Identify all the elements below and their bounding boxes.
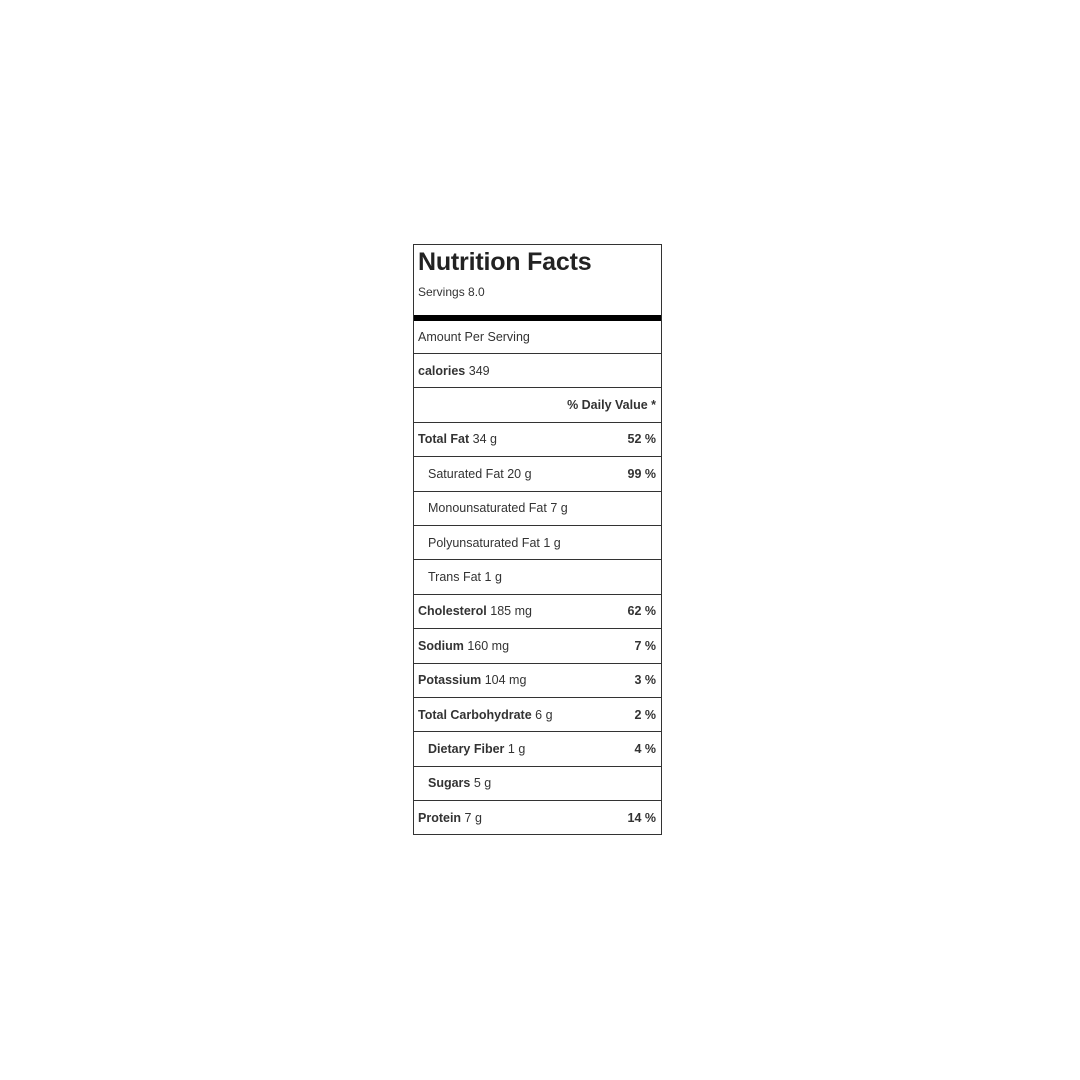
nutrient-name: Protein [418,810,462,825]
nutrient-row [414,595,661,629]
daily-value-header: % Daily Value * [567,398,656,413]
nutrient-daily-value: 62 % [627,604,656,619]
nutrient-amount: 1 g [484,570,502,585]
nutrient-row [414,629,661,663]
nutrient-name-amount [418,673,526,687]
nutrient-name-amount [428,570,502,584]
nutrient-amount: 20 g [507,466,532,481]
nutrient-name: Potassium [418,673,482,688]
nutrient-daily-value: 14 % [627,810,656,825]
daily-value-header-row [414,388,661,422]
nutrient-name-amount [428,536,561,550]
calories-value: 349 [468,363,490,378]
calories-row [414,354,661,388]
servings-text: Servings 8.0 [418,285,485,299]
nutrient-name: Trans Fat [428,570,482,585]
nutrient-name-amount [428,776,491,790]
nutrient-row [414,423,661,457]
nutrient-row [414,732,661,766]
nutrient-amount: 5 g [473,776,492,791]
nutrient-list [414,423,661,836]
nutrient-daily-value: 2 % [634,707,656,722]
nutrient-name-amount [428,467,532,481]
nutrient-daily-value: 99 % [627,466,656,481]
nutrient-amount: 7 g [464,810,482,825]
nutrient-amount: 34 g [472,432,497,447]
nutrient-name: Sugars [428,776,471,791]
nutrient-row [414,801,661,835]
nutrient-name-amount [418,639,509,653]
nutrient-name: Total Carbohydrate [418,707,532,722]
nutrient-name: Sodium [418,638,464,653]
nutrient-amount: 7 g [550,501,568,516]
nutrient-daily-value: 4 % [634,741,656,756]
nutrient-amount: 104 mg [484,673,527,688]
nutrient-name: Dietary Fiber [428,741,505,756]
nutrient-amount: 1 g [543,535,561,550]
calories-text [418,364,490,378]
nutrient-name-amount [418,432,497,446]
nutrient-row [414,664,661,698]
nutrient-name: Saturated Fat [428,466,504,481]
nutrient-name: Cholesterol [418,604,487,619]
nutrient-name-amount [418,708,553,722]
nutrient-amount: 6 g [535,707,553,722]
calories-label: calories [418,363,466,378]
nutrient-name-amount [428,501,568,515]
nutrient-daily-value: 7 % [634,638,656,653]
nutrient-row [414,560,661,594]
nutrient-daily-value: 3 % [634,673,656,688]
nutrient-name: Total Fat [418,432,470,447]
nutrient-row [414,492,661,526]
nutrient-amount: 1 g [507,741,526,756]
nutrient-name-amount [418,604,532,618]
nutrient-daily-value: 52 % [627,432,656,447]
nutrient-name-amount [428,742,525,756]
nutrient-row [414,457,661,491]
nutrient-amount: 160 mg [467,638,510,653]
nutrient-row [414,526,661,560]
nutrient-row [414,698,661,732]
nutrient-amount: 185 mg [490,604,532,619]
amount-per-serving-row [414,321,661,354]
nutrition-facts-label [413,244,662,835]
nutrient-name: Polyunsaturated Fat [428,535,540,550]
label-title: Nutrition Facts [418,248,592,276]
label-header [414,245,661,321]
nutrient-name-amount [418,811,482,825]
nutrient-row [414,767,661,801]
nutrient-name: Monounsaturated Fat [428,501,547,516]
amount-per-serving-label: Amount Per Serving [418,330,530,344]
